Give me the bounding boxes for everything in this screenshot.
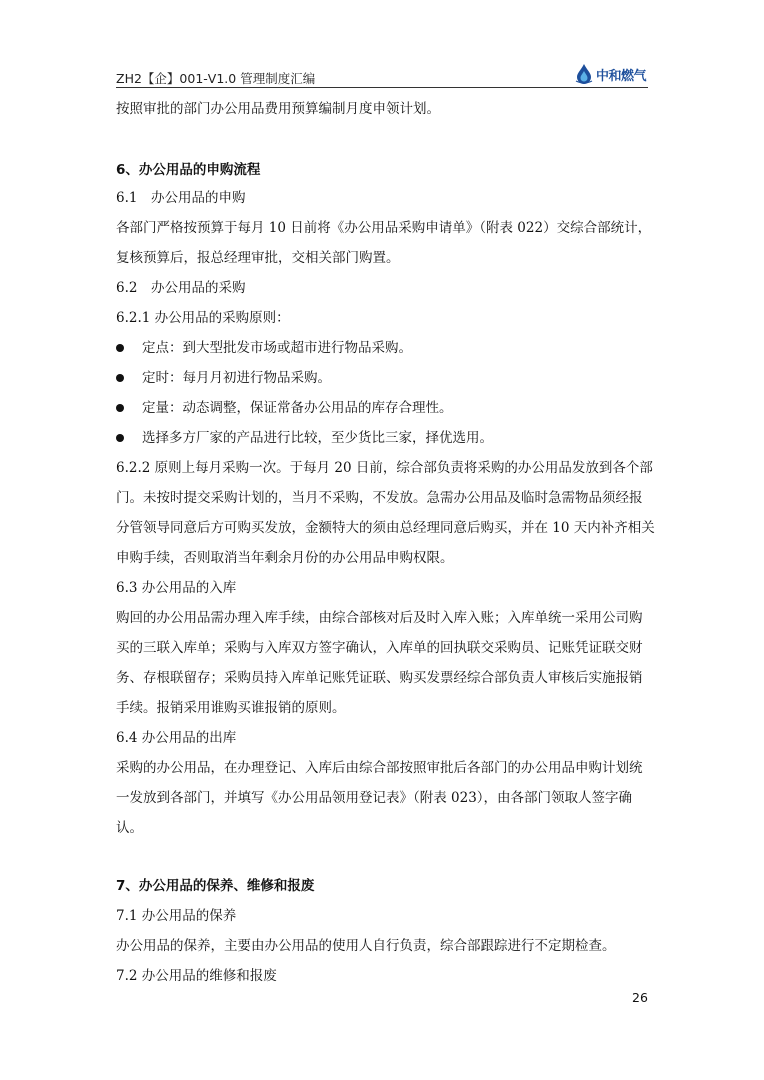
flame-drop-icon [575, 63, 593, 85]
paragraph-line: 复核预算后，报总经理审批，交相关部门购置。 [116, 250, 400, 266]
paragraph-line: 务、存根联留存；采购员持入库单记账凭证联、购买发票经综合部负责人审核后实施报销 [116, 670, 643, 686]
subsection-heading-7-2: 7.2 办公用品的维修和报废 [116, 968, 277, 984]
subsection-heading-6-3: 6.3 办公用品的入库 [116, 580, 237, 596]
subsection-heading-6-4: 6.4 办公用品的出库 [116, 730, 237, 746]
page-header [116, 62, 648, 88]
header-rule [116, 87, 648, 88]
paragraph-line: 各部门严格按预算于每月 10 日前将《办公用品采购申请单》（附表 022）交综合部统计， [116, 220, 652, 236]
paragraph-line: 分管领导同意后方可购买发放，金额特大的须由总经理同意后购买，并在 10 天内补齐相关 [116, 520, 655, 536]
bullet-icon [116, 434, 124, 442]
section-heading-6: 6、办公用品的申购流程 [116, 162, 261, 178]
subsection-heading-6-1: 6.1 办公用品的申购 [116, 190, 246, 206]
paragraph-line: 门。未按时提交采购计划的，当月不采购，不发放。急需办公用品及临时急需物品须经报 [116, 490, 643, 506]
paragraph-line: 申购手续，否则取消当年剩余月份的办公用品申购权限。 [116, 550, 454, 566]
list-item-text: 定量：动态调整，保证常备办公用品的库存合理性。 [142, 400, 453, 416]
paragraph-line: 采购的办公用品，在办理登记、入库后由综合部按照审批后各部门的办公用品申购计划统 [116, 760, 643, 776]
subsection-heading-7-1: 7.1 办公用品的保养 [116, 908, 237, 924]
subsection-heading-6-2-1: 6.2.1 办公用品的采购原则： [116, 310, 290, 326]
paragraph-line: 按照审批的部门办公用品费用预算编制月度申领计划。 [116, 101, 440, 117]
page-number: 26 [632, 990, 648, 1005]
section-heading-7: 7、办公用品的保养、维修和报废 [116, 878, 315, 894]
paragraph-line: 认。 [116, 820, 143, 836]
list-item-text: 定点：到大型批发市场或超市进行物品采购。 [142, 340, 412, 356]
logo-text: 中和燃气 [595, 68, 646, 84]
bullet-icon [116, 344, 124, 352]
list-item-text: 定时：每月月初进行物品采购。 [142, 370, 331, 386]
list-item-text: 选择多方厂家的产品进行比较，至少货比三家，择优选用。 [142, 430, 493, 446]
paragraph-line: 购回的办公用品需办理入库手续，由综合部核对后及时入库入账；入库单统一采用公司购 [116, 610, 643, 626]
header-title: ZH2【企】001-V1.0 管理制度汇编 [116, 71, 316, 86]
paragraph-line: 买的三联入库单；采购与入库双方签字确认，入库单的回执联交采购员、记账凭证联交财 [116, 640, 643, 656]
company-logo [575, 62, 646, 86]
bullet-icon [116, 404, 124, 412]
bullet-icon [116, 374, 124, 382]
paragraph-line: 办公用品的保养，主要由办公用品的使用人自行负责，综合部跟踪进行不定期检查。 [116, 938, 616, 954]
paragraph-line: 6.2.2 原则上每月采购一次。于每月 20 日前，综合部负责将采购的办公用品发放到各个部 [116, 460, 653, 476]
subsection-heading-6-2: 6.2 办公用品的采购 [116, 280, 246, 296]
paragraph-line: 一发放到各部门，并填写《办公用品领用登记表》（附表 023），由各部门领取人签字确 [116, 790, 633, 806]
paragraph-line: 手续。报销采用谁购买谁报销的原则。 [116, 700, 346, 716]
